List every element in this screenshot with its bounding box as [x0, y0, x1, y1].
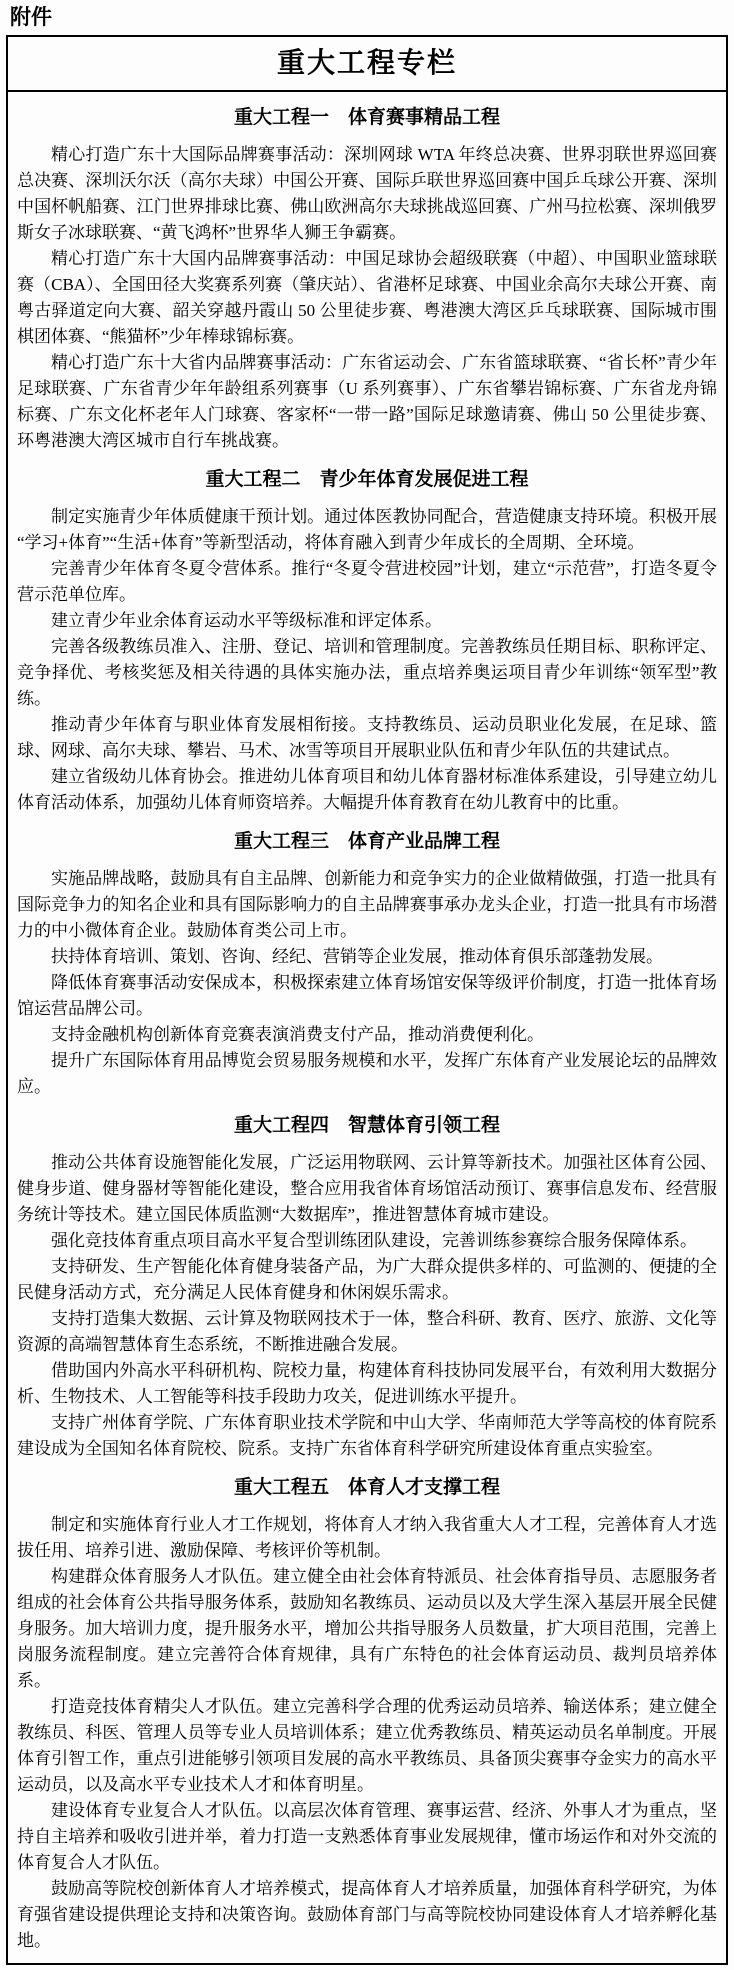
paragraph: 借助国内外高水平科研机构、院校力量，构建体育科技协同发展平台，有效利用大数据分析、生物技术、人工智能等科技手段助力攻关，促进训练水平提升。 [17, 1361, 717, 1406]
paragraph: 精心打造广东十大国际品牌赛事活动：深圳网球 WTA 年终总决赛、世界羽联世界巡回赛总决赛、深圳沃尔沃（高尔夫球）中国公开赛、国际乒联世界巡回赛中国乒乓球公开赛、深圳中国杯帆船赛、江门世界排球比赛、佛山欧洲高尔夫球挑战巡回赛、广州马拉松赛、深圳俄罗斯女子冰球联赛、“黄飞鸿杯”世界华人狮王争霸赛。 [17, 145, 717, 242]
paragraph: 支持研发、生产智能化体育健身装备产品，为广大群众提供多样的、可监测的、便捷的全民健身活动方式，充分满足人民体育健身和休闲娱乐需求。 [17, 1257, 717, 1302]
paragraph: 完善各级教练员准入、注册、登记、培训和管理制度。完善教练员任期目标、职称评定、竞争择优、考核奖惩及相关待遇的具体实施办法，重点培养奥运项目青少年训练“领军型”教练。 [17, 637, 717, 708]
paragraph: 构建群众体育服务人才队伍。建立健全由社会体育特派员、社会体育指导员、志愿服务者组成的社会体育公共指导服务体系，鼓励知名教练员、运动员以及大学生深入基层开展全民健身服务。加大培训力度，提升服务水平，增加公共指导服务人员数量，扩大项目范围，完善上岗服务流程制度。建立完善符合体育规律，具有广东特色的社会体育运动员、裁判员培养体系。 [17, 1567, 717, 1690]
paragraph: 精心打造广东十大省内品牌赛事活动：广东省运动会、广东省篮球联赛、“省长杯”青少年足球联赛、广东省青少年年龄组系列赛事（U 系列赛事）、广东省攀岩锦标赛、广东省龙舟锦标赛、广东文化杯老年人门球赛、客家杯“一带一路”国际足球邀请赛、佛山 50 公里徒步赛、环粤港澳大湾区城市自行车挑战赛。 [17, 353, 717, 450]
section-4 [17, 1114, 717, 1462]
box-content [8, 106, 726, 1963]
paragraph: 支持金融机构创新体育竞赛表演消费支付产品，推动消费便利化。 [51, 1025, 544, 1044]
section-5-heading: 重大工程五 体育人才支撑工程 [233, 1477, 500, 1498]
paragraph: 提升广东国际体育用品博览会贸易服务规模和水平，发挥广东体育产业发展论坛的品牌效应。 [17, 1051, 717, 1096]
section-1 [17, 106, 717, 454]
major-projects-box [6, 35, 728, 1965]
section-5 [17, 1476, 717, 1954]
paragraph: 支持打造集大数据、云计算及物联网技术于一体，整合科研、教育、医疗、旅游、文化等资源的高端智慧体育生态系统，不断推进融合发展。 [17, 1309, 717, 1354]
paragraph: 强化竞技体育重点项目高水平复合型训练团队建设，完善训练参赛综合服务保障体系。 [51, 1231, 697, 1250]
paragraph: 打造竞技体育精尖人才队伍。建立完善科学合理的优秀运动员培养、输送体系；建立健全教练员、科医、管理人员等专业人员培训体系；建立优秀教练员、精英运动员名单制度。开展体育引智工作，重点引进能够引领项目发展的高水平教练员、具备顶尖赛事夺金实力的高水平运动员，以及高水平专业技术人才和体育明星。 [17, 1697, 717, 1794]
attachment-label: 附件 [10, 5, 52, 29]
paragraph: 扶持体育培训、策划、咨询、经纪、营销等企业发展，推动体育俱乐部蓬勃发展。 [51, 947, 663, 966]
section-3-heading: 重大工程三 体育产业品牌工程 [233, 831, 500, 852]
paragraph: 完善青少年体育冬夏令营体系。推行“冬夏令营进校园”计划，建立“示范营”，打造冬夏令营示范单位库。 [17, 559, 717, 604]
paragraph: 制定实施青少年体质健康干预计划。通过体医教协同配合，营造健康支持环境。积极开展“学习+体育”“生活+体育”等新型活动，将体育融入到青少年成长的全周期、全环境。 [17, 507, 717, 552]
paragraph: 精心打造广东十大国内品牌赛事活动：中国足球协会超级联赛（中超）、中国职业篮球联赛（CBA）、全国田径大奖赛系列赛（肇庆站）、省港杯足球赛、中国业余高尔夫球公开赛、南粤古驿道定向大赛、韶关穿越丹霞山 50 公里徒步赛、粤港澳大湾区乒乓球联赛、国际城市围棋团体赛、“熊猫杯”少年棒球锦标赛。 [17, 249, 717, 346]
section-2-heading: 重大工程二 青少年体育发展促进工程 [205, 469, 529, 490]
paragraph: 支持广州体育学院、广东体育职业技术学院和中山大学、华南师范大学等高校的体育院系建设成为全国知名体育院校、院系。支持广东省体育科学研究所建设体育重点实验室。 [17, 1413, 717, 1458]
paragraph: 建立青少年业余体育运动水平等级标准和评定体系。 [51, 611, 442, 630]
section-2 [17, 468, 717, 816]
paragraph: 降低体育赛事活动安保成本，积极探索建立体育场馆安保等级评价制度，打造一批体育场馆运营品牌公司。 [17, 973, 717, 1018]
paragraph: 鼓励高等院校创新体育人才培养模式，提高体育人才培养质量，加强体育科学研究，为体育强省建设提供理论支持和决策咨询。鼓励体育部门与高等院校协同建设体育人才培养孵化基地。 [17, 1879, 717, 1950]
paragraph: 推动青少年体育与职业体育发展相衔接。支持教练员、运动员职业化发展，在足球、篮球、网球、高尔夫球、攀岩、马术、冰雪等项目开展职业队伍和青少年队伍的共建试点。 [17, 715, 717, 760]
paragraph: 实施品牌战略，鼓励具有自主品牌、创新能力和竞争实力的企业做精做强，打造一批具有国际竞争力的知名企业和具有国际影响力的自主品牌赛事承办龙头企业，打造一批具有市场潜力的中小微体育企业。鼓励体育类公司上市。 [17, 869, 717, 940]
paragraph: 制定和实施体育行业人才工作规划，将体育人才纳入我省重大人才工程，完善体育人才选拔任用、培养引进、激励保障、考核评价等机制。 [17, 1515, 717, 1560]
section-1-heading: 重大工程一 体育赛事精品工程 [233, 107, 500, 128]
paragraph: 建立省级幼儿体育协会。推进幼儿体育项目和幼儿体育器材标准体系建设，引导建立幼儿体育活动体系，加强幼儿体育师资培养。大幅提升体育教育在幼儿教育中的比重。 [17, 767, 717, 812]
paragraph: 建设体育专业复合人才队伍。以高层次体育管理、赛事运营、经济、外事人才为重点，坚持自主培养和吸收引进并举，着力打造一支熟悉体育事业发展规律，懂市场运作和对外交流的体育复合人才队伍。 [17, 1801, 717, 1872]
section-4-heading: 重大工程四 智慧体育引领工程 [233, 1115, 500, 1136]
paragraph: 推动公共体育设施智能化发展，广泛运用物联网、云计算等新技术。加强社区体育公园、健身步道、健身器材等智能化建设，整合应用我省体育场馆活动预订、赛事信息发布、经营服务统计等技术。建立国民体质监测“大数据库”，推进智慧体育城市建设。 [17, 1153, 717, 1224]
section-3 [17, 830, 717, 1100]
box-title: 重大工程专栏 [8, 37, 726, 92]
